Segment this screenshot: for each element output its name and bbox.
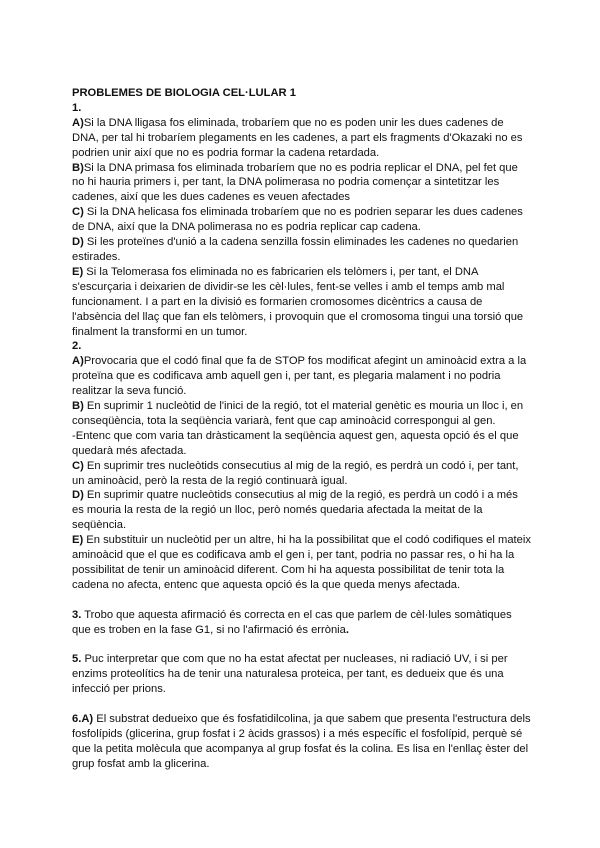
- answer-text: Si les proteïnes d'unió a la cadena senzilla fossin eliminades les cadenes no quedarien estirades.: [72, 236, 519, 263]
- answer-2b-note: -Entenc que com varia tan dràsticament la seqüència aquest gen, aquesta opció és el que quedarà més afectada.: [72, 429, 519, 457]
- answer-text: Si la DNA lligasa fos eliminada, trobaríem que no es poden unir les dues cadenes de DNA, per tal hi trobaríem plegaments en les cadenes, a part els fragments d'Okazaki no es podrien unir així que no es podria formar la cadena retardada.: [72, 116, 523, 159]
- answer-1a: [72, 116, 532, 161]
- answer-2b: [72, 399, 532, 429]
- answer-label: A): [72, 355, 84, 368]
- answer-text: En substituir un nucleòtid per un altre, hi ha la possibilitat que el codó codifiques el mateix aminoàcid que el que es codificava amb el gen i, per tant, podria no passar res, o hi ha la possibilitat de tenir un aminoàcid diferent. Com hi ha aquesta possibilitat de tenir tota la cadena no afecta, entenc que aquesta opció és la que queda menys afectada.: [72, 534, 531, 591]
- question-1-number: 1.: [72, 101, 82, 114]
- answer-label: B): [72, 400, 84, 413]
- answer-text: Puc interpretar que com que no ha estat afectat per nucleases, ni radiació UV, i si per enzims proteolítics ha de tenir una naturalesa proteica, per tant, es dedueix que és una infecció per prions.: [72, 653, 508, 696]
- answer-1c: [72, 205, 532, 235]
- answer-label: A): [72, 116, 84, 129]
- answer-label: C): [72, 459, 84, 472]
- answer-1e: [72, 265, 532, 340]
- answer-2c: [72, 459, 532, 489]
- answer-label: D): [72, 236, 84, 249]
- answer-label: E): [72, 265, 84, 278]
- answer-label: D): [72, 489, 84, 502]
- answer-text: Si la Telomerasa fos eliminada no es fabricarien els telòmers i, per tant, el DNA s'escurçaria i deixarien de dividir-se les cèl·lules, fent-se velles i amb el temps amb mal funcionament. I a part en la divisió es formarien cromosomes dicèntrics a causa de l'absència del llaç que fan els telòmers, i provoquin que el cromosoma tingui una torsió que finalment la transformi en un tumor.: [72, 265, 524, 338]
- answer-label: 3.: [72, 608, 82, 621]
- answer-text: En suprimir 1 nucleòtid de l'inici de la regió, tot el material genètic es mouria un lloc i, en conseqüència, tota la seqüència variarà, fent que cap aminoàcid correspongui al gen.: [72, 400, 524, 427]
- document-body: [72, 86, 532, 772]
- answer-label: E): [72, 534, 84, 547]
- answer-6a: [72, 712, 532, 772]
- question-2-number: 2.: [72, 340, 82, 353]
- answer-text: Provocaria que el codó final que fa de STOP fos modificat afegint un aminoàcid extra a la proteïna que es codificava amb aquell gen i, per tant, es plegaria malament i no podria realitzar la seva funció.: [72, 355, 527, 398]
- answer-label: 5.: [72, 653, 82, 666]
- answer-text: El substrat dedueixo que és fosfatidilcolina, ja que sabem que presenta l'estructura dels fosfolípids (glicerina, grup fosfat i 2 àcids grassos) i a més específic el fosfolípid, perquè sé que la petita molècula que acompanya al grup fosfat és la colina. Es lisa en l'enllaç èster del grup fosfat amb la glicerina.: [72, 713, 531, 770]
- answer-1b: [72, 161, 532, 206]
- answer-label: 6.A): [72, 713, 94, 726]
- answer-2a: [72, 354, 532, 399]
- document-title: PROBLEMES DE BIOLOGIA CEL·LULAR 1: [72, 87, 296, 99]
- answer-2d: [72, 488, 532, 533]
- answer-2e: [72, 533, 532, 593]
- answer-label: B): [72, 161, 84, 174]
- answer-text: En suprimir tres nucleòtids consecutius al mig de la regió, es perdrà un codó i, per tant, un aminoàcid, però la resta de la regió continuarà igual.: [72, 459, 519, 487]
- answer-text: En suprimir quatre nucleòtids consecutius al mig de la regió, es perdrà un codó i a més es mouria la resta de la regió un lloc, però només quedaria afectada la meitat de la seqüència.: [72, 489, 518, 532]
- answer-5: [72, 652, 532, 697]
- answer-3: [72, 608, 532, 638]
- answer-label: C): [72, 206, 84, 219]
- answer-text: Si la DNA helicasa fos eliminada trobaríem que no es podrien separar les dues cadenes de DNA, així que la DNA polimerasa no es podria replicar cap cadena.: [72, 206, 523, 234]
- answer-end-mark: .: [345, 623, 350, 636]
- answer-text: Trobo que aquesta afirmació és correcta en el cas que parlem de cèl·lules somàtiques que es troben en la fase G1, si no l'afirmació és errònia: [72, 608, 512, 636]
- answer-text: Si la DNA primasa fos eliminada trobaríem que no es podria replicar el DNA, pel fet que no hi hauria primers i, per tant, la DNA polimerasa no podria començar a sintetitzar les cadenes, així que les dues cadenes es veuen afectades: [72, 161, 518, 204]
- answer-1d: [72, 235, 532, 265]
